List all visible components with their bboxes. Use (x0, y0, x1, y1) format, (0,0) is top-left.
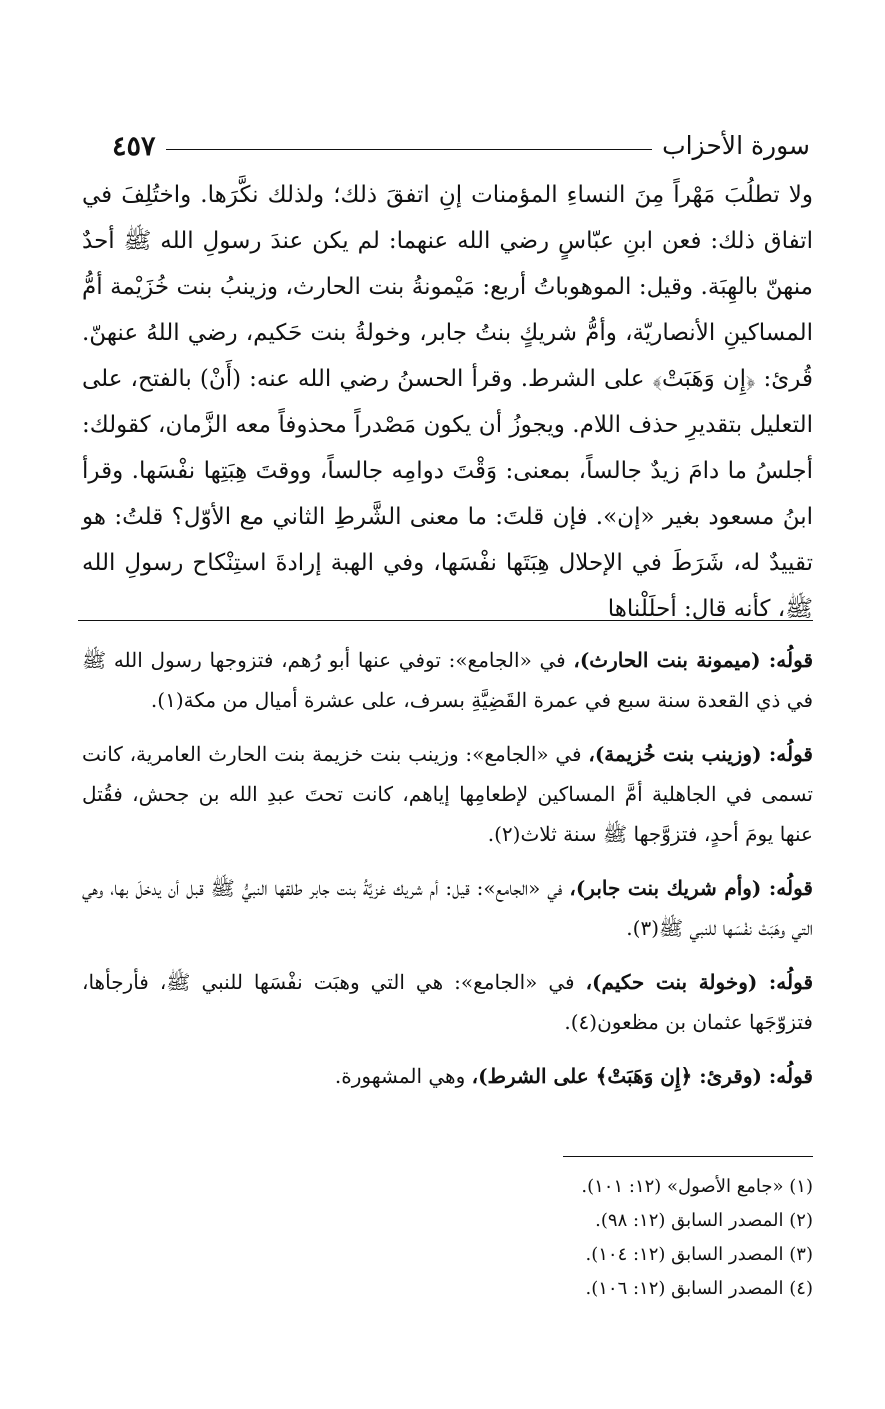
commentary-separator (78, 620, 813, 621)
page-number: ٤٥٧ (112, 131, 156, 162)
footnote: (٤) المصدر السابق (١٢: ١٠٦). (585, 1278, 813, 1299)
main-text (82, 172, 813, 632)
note-quote: قولُه: (وخولة بنت حكيم)، (585, 970, 814, 994)
note-text: وهي المشهورة. (334, 1064, 466, 1088)
commentary-note (82, 640, 813, 720)
note-quote: قولُه: (ميمونة بنت الحارث)، (573, 648, 813, 672)
main-paragraph: ولا تطلُبَ مَهْراً مِنَ النساءِ المؤمنات إنِ اتفقَ ذلك؛ ولذلك نكَّرَها. واختُلِفَ في اتفاق ذلك: فعن ابنِ عبّاسٍ رضي الله عنهما: لم يكن عندَ رسولِ الله ﷺ أحدٌ منهنّ بالهِبَة. وقيل: الموهوباتُ أربع: مَيْمونةُ بنت الحارث، وزينبُ بنت خُزَيْمة أمُّ المساكينِ الأنصاريّة، وأمُّ شريكٍ بنتُ جابر، وخولةُ بنت حَكيم، رضي اللهُ عنهنّ. قُرئ: ﴿إِن وَهَبَتْ﴾ على الشرط. وقرأ الحسنُ رضي الله عنه: (أَنْ) بالفتح، على التعليل بتقديرِ حذف اللام. ويجوزُ أن يكون مَصْدراً محذوفاً معه الزَّمان، كقولك: أجلسُ ما دامَ زيدٌ جالساً، بمعنى: وَقْتَ دوامِه جالساً، ووقتَ هِبَتِها نفْسَها. وقرأ ابنُ مسعود بغير «إن». فإن قلتَ: ما معنى الشَّرطِ الثاني مع الأوّل؟ قلتُ: هو تقييدٌ له، شَرَطَ في الإحلال هِبَتَها نفْسَها، وفي الهبة إرادةَ استِنْكاح رسولِ الله ﷺ، كأنه قال: أحلَلْناها (82, 182, 813, 622)
footnote: (٢) المصدر السابق (١٢: ٩٨). (595, 1210, 813, 1231)
note-text: في «الجامع»: هي التي وهبَت نفْسَها للنبي ﷺ، فأرجأها، فتزوّجَها عثمان بن مظعون(٤). (82, 970, 813, 1034)
header-rule (166, 149, 653, 150)
note-quote: قولُه: (وزينب بنت خُزيمة)، (588, 742, 813, 766)
note-quote: قولُه: (وقرئ: ﴿إِن وَهَبَتْ﴾ على الشرط)، (471, 1064, 813, 1088)
commentary-note (82, 868, 813, 948)
surah-title: سورة الأحزاب (662, 131, 810, 160)
commentary-note (82, 962, 813, 1042)
footnote: (١) «جامع الأصول» (١٢: ١٠١). (581, 1176, 813, 1197)
commentary-note (82, 734, 813, 854)
note-text: في «الجامع»: توفي عنها أبو رُهم، فتزوجها رسول الله ﷺ في ذي القعدة سنة سبع في عمرة القَضِيَّةِ بسرف، على عشرة أميال من مكة(١). (82, 648, 813, 712)
footnotes (300, 1170, 813, 1306)
note-text: في «الجامع»: قيل: أم شريك غزيَّةُ بنت جابر طلقها النبيُّ ﷺ قبل أن يدخلَ بها، وهي التي وهَبَتْ نفْسَها للنبي ﷺ(٣). (82, 876, 813, 940)
commentary-note (82, 1056, 813, 1096)
note-quote: قولُه: (وأم شريك بنت جابر)، (569, 876, 813, 900)
page-header (112, 118, 810, 162)
footnote: (٣) المصدر السابق (١٢: ١٠٤). (585, 1244, 813, 1265)
commentary-section (82, 640, 813, 1110)
footnote-separator (563, 1156, 813, 1157)
note-text: في «الجامع»: وزينب بنت خزيمة بنت الحارث العامرية، كانت تسمى في الجاهلية أمَّ المساكين لإطعامِها إياهم، كانت تحتَ عبدِ الله بن جحش، فقُتل عنها يومَ أحدٍ، فتزوَّجها ﷺ سنة ثلاث(٢). (82, 742, 813, 846)
